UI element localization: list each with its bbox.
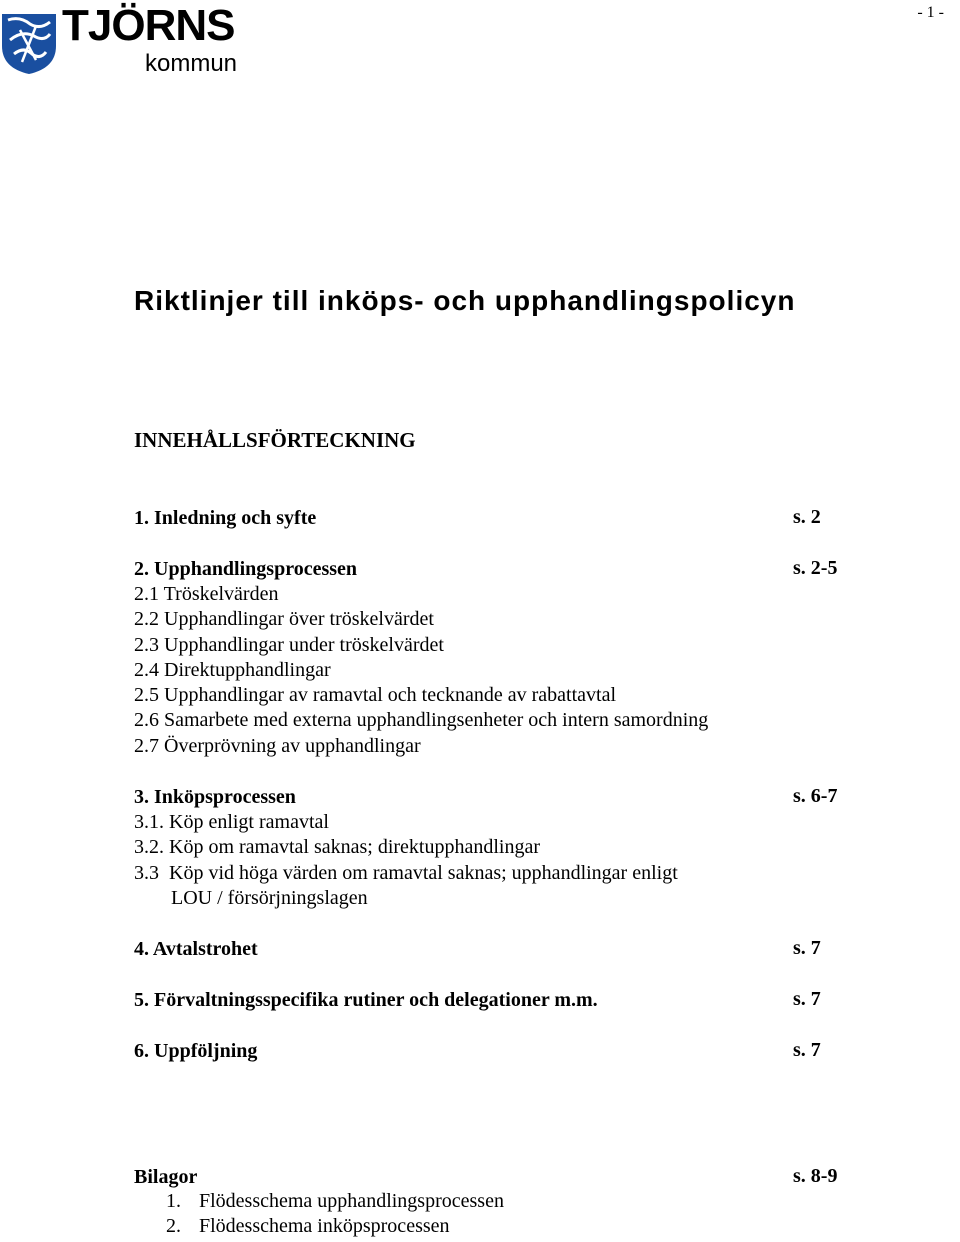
toc-heading: INNEHÅLLSFÖRTECKNING: [134, 428, 416, 452]
page-number: - 1 -: [917, 4, 944, 21]
toc-item: 3.2. Köp om ramavtal saknas; direktupphandlingar: [134, 836, 541, 858]
toc-section-page: s. 7: [793, 1039, 821, 1061]
toc-section-title: 1. Inledning och syfte: [134, 507, 317, 529]
toc-item: 2.3 Upphandlingar under tröskelvärdet: [134, 634, 444, 656]
attachments-page: s. 8-9: [793, 1165, 838, 1187]
toc-section-page: s. 2: [793, 506, 821, 528]
attachment-number: 2.: [166, 1215, 181, 1237]
toc-item: 3.3 Köp vid höga värden om ramavtal saknas; upphandlingar enligt: [134, 862, 678, 884]
toc-item: 2.6 Samarbete med externa upphandlingsenheter och intern samordning: [134, 709, 709, 731]
logo-sub: kommun: [145, 50, 238, 77]
logo: [0, 1, 250, 78]
toc-section-page: s. 7: [793, 988, 821, 1010]
toc-section-title: 4. Avtalstrohet: [134, 938, 258, 960]
toc-section-page: s. 2-5: [793, 557, 838, 579]
toc-item: 2.4 Direktupphandlingar: [134, 659, 331, 681]
toc-section-page: s. 7: [793, 937, 821, 959]
toc-item: 2.7 Överprövning av upphandlingar: [134, 735, 421, 757]
toc-section-title: 5. Förvaltningsspecifika rutiner och delegationer m.m.: [134, 989, 598, 1011]
document-title: Riktlinjer till inköps- och upphandlingspolicyn: [134, 285, 796, 316]
toc-section-title: 2. Upphandlingsprocessen: [134, 558, 358, 580]
toc-item: 2.2 Upphandlingar över tröskelvärdet: [134, 608, 434, 630]
toc-section-title: 3. Inköpsprocessen: [134, 786, 296, 808]
municipality-emblem-icon: [0, 10, 58, 76]
toc-item: 3.1. Köp enligt ramavtal: [134, 811, 329, 833]
logo-name: TJÖRNS: [62, 1, 235, 50]
toc-item: 2.1 Tröskelvärden: [134, 583, 279, 605]
attachment-number: 1.: [166, 1190, 181, 1212]
attachment-item: Flödesschema upphandlingsprocessen: [199, 1190, 504, 1212]
toc-item: 2.5 Upphandlingar av ramavtal och tecknande av rabattavtal: [134, 684, 617, 706]
toc-section-title: 6. Uppföljning: [134, 1040, 258, 1062]
toc-item-continued: LOU / försörjningslagen: [171, 887, 368, 909]
toc-section-page: s. 6-7: [793, 785, 838, 807]
attachment-item: Flödesschema inköpsprocessen: [199, 1215, 450, 1237]
attachments-title: Bilagor: [134, 1166, 198, 1188]
